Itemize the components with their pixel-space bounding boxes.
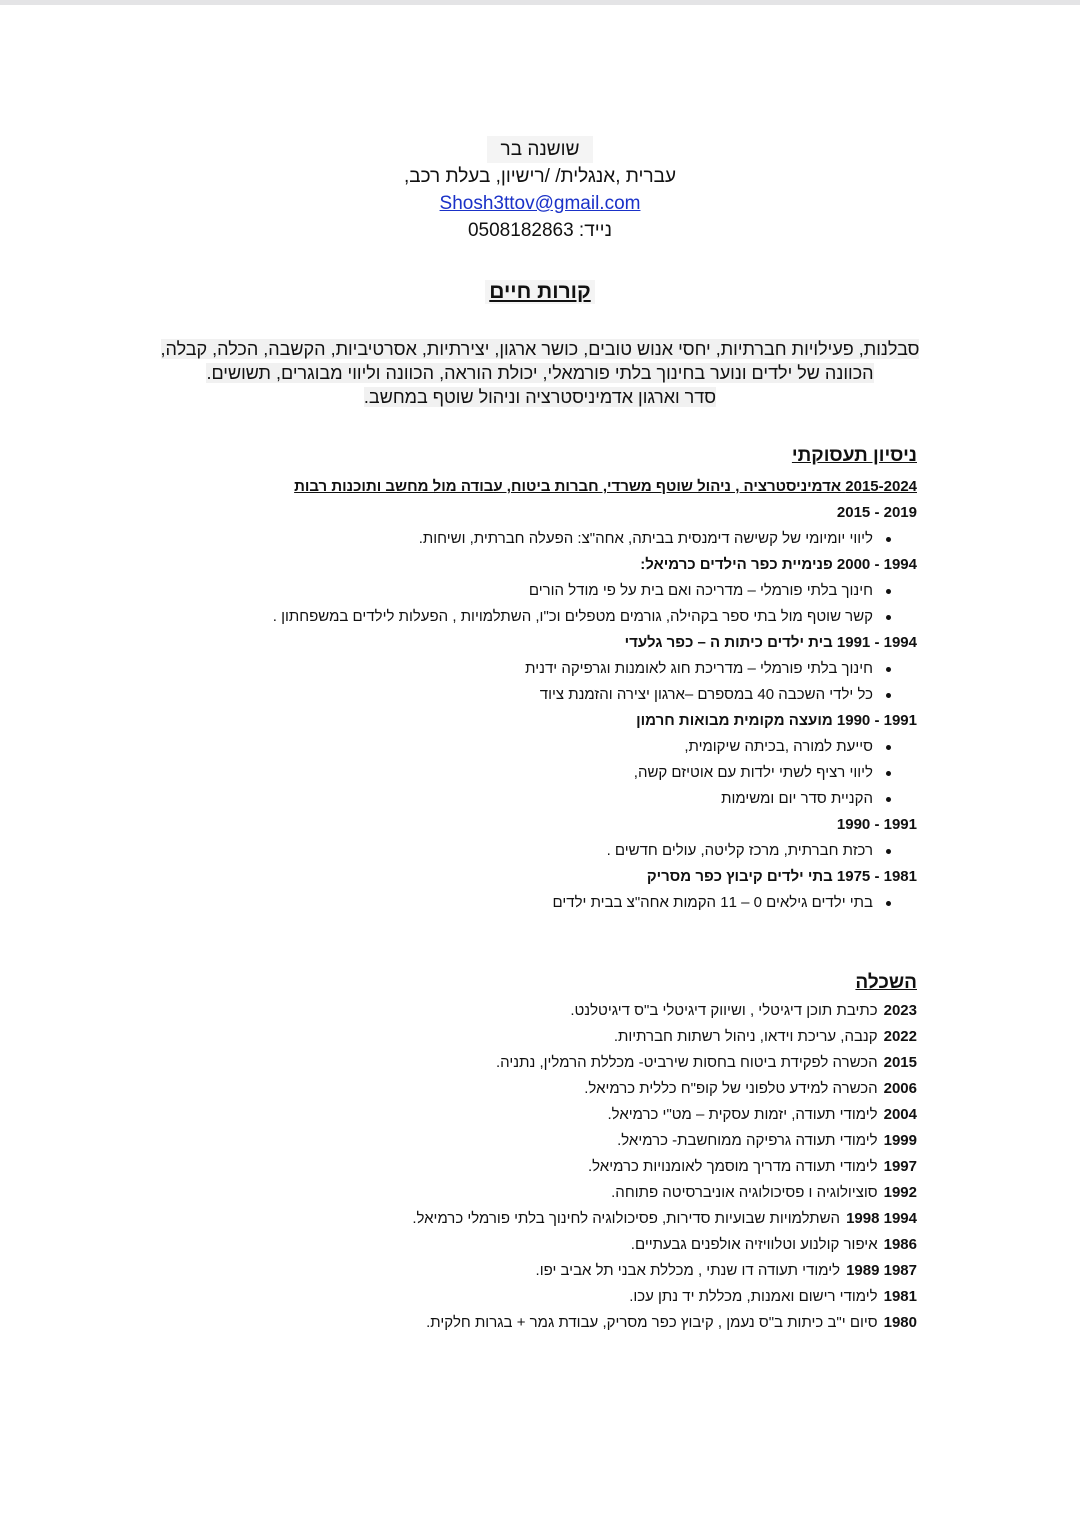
experience-heading: 2019 - 2015 [836, 504, 917, 521]
experience-bullet: ליווי רציף לשתי ילדות עם אוטיזם קשה, [157, 760, 917, 786]
summary-line: סדר וארגון אדמיניסטרציה וניהול שוטף במחשב. [363, 387, 717, 407]
experience-bullet: כל ילדי השכבה 40 במספרם –ארגון יצירה והזמנת ציוד [157, 682, 917, 708]
experience-bullet: חינוך בלתי פורמלי – מדריכת חוג לאומנות וגרפיקה ידנית [157, 656, 917, 682]
experience-heading: 1994 - 1991 בית ילדים כיתות ה – כפר גלעדי [624, 634, 917, 651]
education-year: 2023 [883, 1002, 917, 1019]
education-item [157, 998, 917, 1024]
education-text: סיום י"ב כיתות ב"ס נעמן , קיבוץ כפר מסריק, עבודת גמר + בגרות חלקית. [426, 1314, 878, 1331]
education-item [157, 1258, 917, 1284]
education-item [157, 1180, 917, 1206]
experience-heading: 1994 - 2000 פנימיית כפר הילדים כרמיאל: [640, 556, 917, 573]
education-text: לימודי רישום ואמנות, מכללת יד נתן עכו. [629, 1288, 878, 1305]
experience-bullet: בתי ילדים גילאים 0 – 11 הקמות אחה"צ בבית ילדים [157, 890, 917, 916]
education-item [157, 1232, 917, 1258]
education-item [157, 1206, 917, 1232]
education-item [157, 1284, 917, 1310]
summary-line: הכוונה של ילדים ונוער בחינוך בלתי פורמאלי, יכולת הוראה, הכוונה וליווי מבוגרים, תשושים. [206, 363, 874, 383]
education-year: 1986 [883, 1236, 917, 1253]
education-text: איפור קולנוע וטלוויזיה אולפנים גבעתיים. [630, 1236, 878, 1253]
education-text: לימודי תעודה מדריך מוסמך לאומנויות כרמיאל. [587, 1158, 878, 1175]
education-title: השכלה [855, 972, 917, 993]
education-year: 1992 [883, 1184, 917, 1201]
education-year: 1987 1989 [846, 1262, 917, 1279]
experience-heading: 1991 - 1990 מועצה מקומית מבואות חרמון [636, 712, 917, 729]
languages-line: עברית ,אנגלית/ /רישיון, בעלת רכב, [403, 166, 677, 187]
phone-line: נייד: 0508182863 [467, 220, 613, 241]
education-text: השתלמויות שבועיות סדירות, פסיכולוגיה לחינוך בלתי פורמלי כרמיאל. [412, 1210, 841, 1227]
education-year: 2022 [883, 1028, 917, 1045]
education-year: 2004 [883, 1106, 917, 1123]
experience-heading: 1991 - 1990 [836, 816, 917, 833]
summary-block [160, 337, 920, 409]
education-text: סוציולוגיה ו פסיכולוגיה אוניברסיטה פתוחה. [611, 1184, 878, 1201]
experience-list [157, 474, 917, 916]
education-year: 1999 [883, 1132, 917, 1149]
education-item [157, 1154, 917, 1180]
education-item [157, 1310, 917, 1336]
education-item [157, 1128, 917, 1154]
experience-bullet: חינוך בלתי פורמלי – מדריכה ואם בית על פי מודל הורים [157, 578, 917, 604]
education-year: 2015 [883, 1054, 917, 1071]
experience-heading: 2015-2024 אדמיניסטרציה , ניהול שוטף משרדי, חברות ביטוח, עבודה מול מחשב ותוכנות רבות [294, 478, 917, 495]
education-year: 2006 [883, 1080, 917, 1097]
cv-title: קורות חיים [0, 280, 1080, 304]
experience-title: ניסיון תעסוקתי [791, 445, 917, 466]
summary-line: סבלנות, פעילויות חברתיות, יחסי אנוש טובים, כושר ארגון, יצירתיות, אסרטיביות, הקשבה, הכלה, קבלה, [160, 339, 920, 359]
education-text: לימודי תעודה, יזמות עסקית – מט"י כרמיאל. [607, 1106, 878, 1123]
education-text: הכשרה לפקידת ביטוח בחסות שירביט- מכללת הרמלין, נתניה. [496, 1054, 878, 1071]
education-list [157, 998, 917, 1336]
education-item [157, 1050, 917, 1076]
education-item [157, 1076, 917, 1102]
experience-heading: 1981 - 1975 בתי ילדים קיבוץ כפר מסריק [646, 868, 917, 885]
education-text: לימודי תעודה גרפיקה ממוחשבת- כרמיאל. [617, 1132, 878, 1149]
education-text: כתיבת תוכן דיגיטלי , ושיווק דיגיטלי ב"ס דיגיטלנט. [570, 1002, 878, 1019]
experience-bullet: ליווי יומיומי של קשישה דימנסית בביתה, אחה"צ: הפעלה חברתית, ושיחות. [157, 526, 917, 552]
education-year: 1997 [883, 1158, 917, 1175]
education-item [157, 1102, 917, 1128]
person-name: שושנה בר [487, 136, 594, 163]
education-year: 1981 [883, 1288, 917, 1305]
education-year: 1994 1998 [846, 1210, 917, 1227]
experience-bullet: סייעת למורה ,בכיתה שיקומית, [157, 734, 917, 760]
email-link[interactable]: Shosh3ttov@gmail.com [439, 193, 641, 214]
contact-header [0, 136, 1080, 244]
education-item [157, 1024, 917, 1050]
experience-bullet: הקניית סדר יום ומשימות [157, 786, 917, 812]
education-text: לימודי תעודה דו שנתי , מכללת אבני תל אביב יפו. [535, 1262, 841, 1279]
education-text: קנבה, עריכת וידאו, ניהול רשתות חברתיות. [613, 1028, 878, 1045]
experience-bullet: רכזת חברתית, מרכז קליטה, עולים חדשים . [157, 838, 917, 864]
education-year: 1980 [883, 1314, 917, 1331]
experience-bullet: קשר שוטף מול בתי ספר בקהילה, גורמים מטפלים וכ"ו, השתלמויות , הפעלות לילדים במשפחתון . [157, 604, 917, 630]
education-text: הכשרה למידע טלפוני של קופ"ח כללית כרמיאל. [584, 1080, 878, 1097]
